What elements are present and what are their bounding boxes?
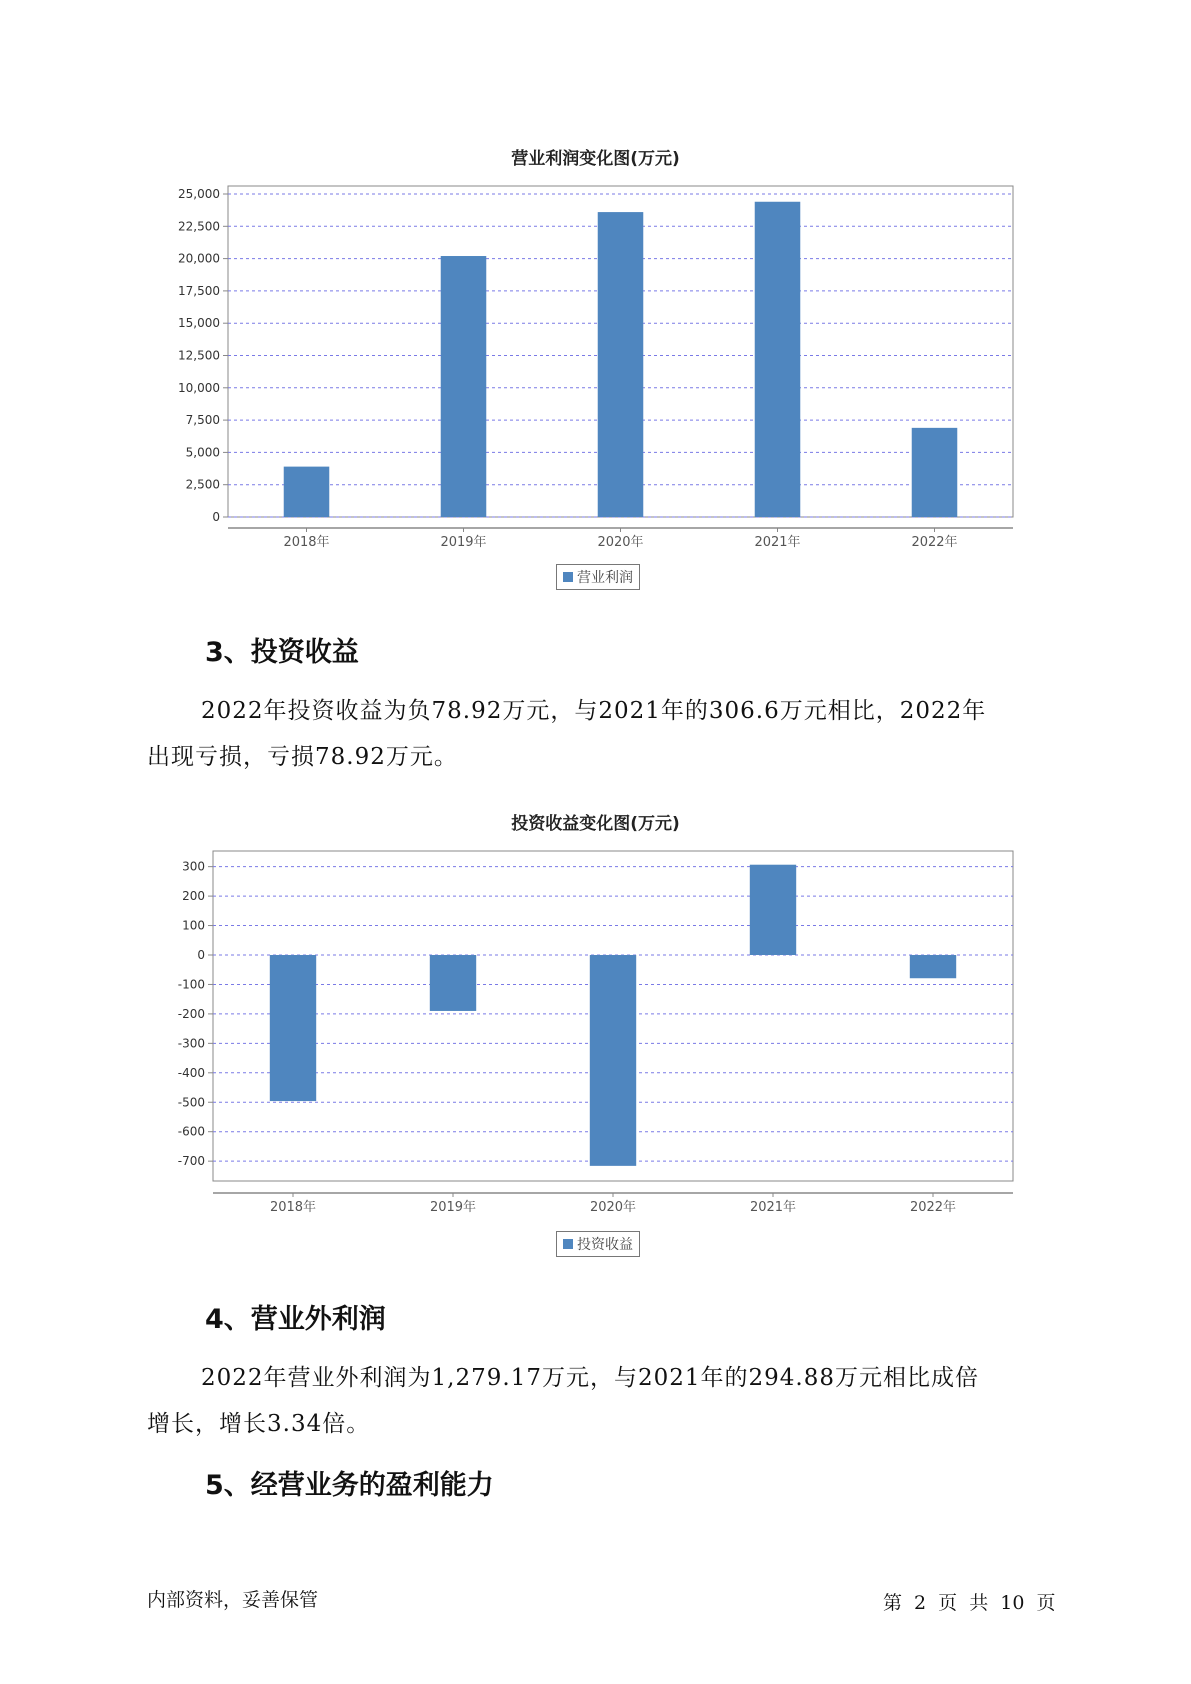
chart-title: 营业利润变化图(万元) (511, 149, 680, 169)
y-tick-label: 25,000 (178, 187, 220, 201)
chart-legend (556, 1231, 640, 1257)
y-tick-label: 5,000 (185, 445, 220, 460)
footer-page-number: 第 2 页 共 10 页 (883, 1592, 1056, 1614)
y-tick-label: 22,500 (178, 219, 220, 234)
x-tick-label: 2022年 (911, 535, 958, 550)
y-tick-label: -500 (177, 1095, 205, 1110)
paragraph-text: 2022年营业外利润为1,279.17万元，与2021年的294.88万元相比成倍 (201, 1365, 979, 1391)
y-tick-label: 100 (182, 918, 205, 933)
x-tick-label: 2018年 (269, 1200, 317, 1215)
y-tick-label: 10,000 (178, 380, 220, 395)
x-tick-label: 2020年 (597, 535, 644, 550)
y-tick-label: 20,000 (178, 251, 220, 266)
y-tick-label: 2,500 (185, 477, 220, 492)
y-tick-label: 0 (212, 510, 220, 524)
y-tick-label: 7,500 (185, 413, 220, 428)
y-tick-label: 12,500 (178, 348, 220, 363)
y-tick-label: 0 (197, 948, 205, 962)
section-heading: 5、经营业务的盈利能力 (205, 1470, 494, 1501)
y-tick-label: 300 (182, 859, 205, 874)
x-tick-label: 2018年 (283, 535, 330, 550)
y-tick-label: 17,500 (178, 283, 220, 298)
paragraph-line: 出现亏损，亏损78.92万元。 (147, 744, 458, 770)
bar (590, 955, 636, 1166)
x-tick-label: 2019年 (440, 535, 487, 550)
x-tick-label: 2021年 (754, 535, 801, 550)
x-tick-label: 2019年 (429, 1200, 477, 1215)
y-tick-label: -100 (177, 977, 205, 992)
section-paragraph (147, 1355, 1047, 1447)
chart-title: 投资收益变化图(万元) (511, 814, 680, 834)
legend-swatch (563, 1239, 573, 1249)
x-tick-label: 2021年 (749, 1200, 797, 1215)
y-tick-label: -600 (177, 1124, 205, 1139)
bar (430, 955, 476, 1011)
y-tick-label: -700 (177, 1154, 205, 1169)
bar (750, 865, 796, 955)
y-tick-label: 200 (182, 889, 205, 904)
y-tick-label: -400 (177, 1065, 205, 1080)
x-tick-label: 2020年 (589, 1200, 637, 1215)
paragraph-text: 2022年投资收益为负78.92万元，与2021年的306.6万元相比，2022年 (201, 698, 987, 724)
paragraph-line: 增长，增长3.34倍。 (147, 1411, 371, 1437)
section-heading: 4、营业外利润 (205, 1304, 386, 1335)
paragraph-line (147, 1355, 1047, 1401)
bar (910, 955, 956, 978)
x-tick-label: 2022年 (909, 1200, 957, 1215)
y-tick-label: -300 (177, 1036, 205, 1051)
footer-confidential: 内部资料，妥善保管 (147, 1589, 319, 1611)
bar (270, 955, 316, 1101)
legend-label: 营业利润 (577, 570, 633, 586)
y-tick-label: 15,000 (178, 316, 220, 331)
legend-label: 投资收益 (577, 1237, 633, 1253)
y-tick-label: -200 (177, 1006, 205, 1021)
section-heading: 3、投资收益 (205, 637, 359, 668)
